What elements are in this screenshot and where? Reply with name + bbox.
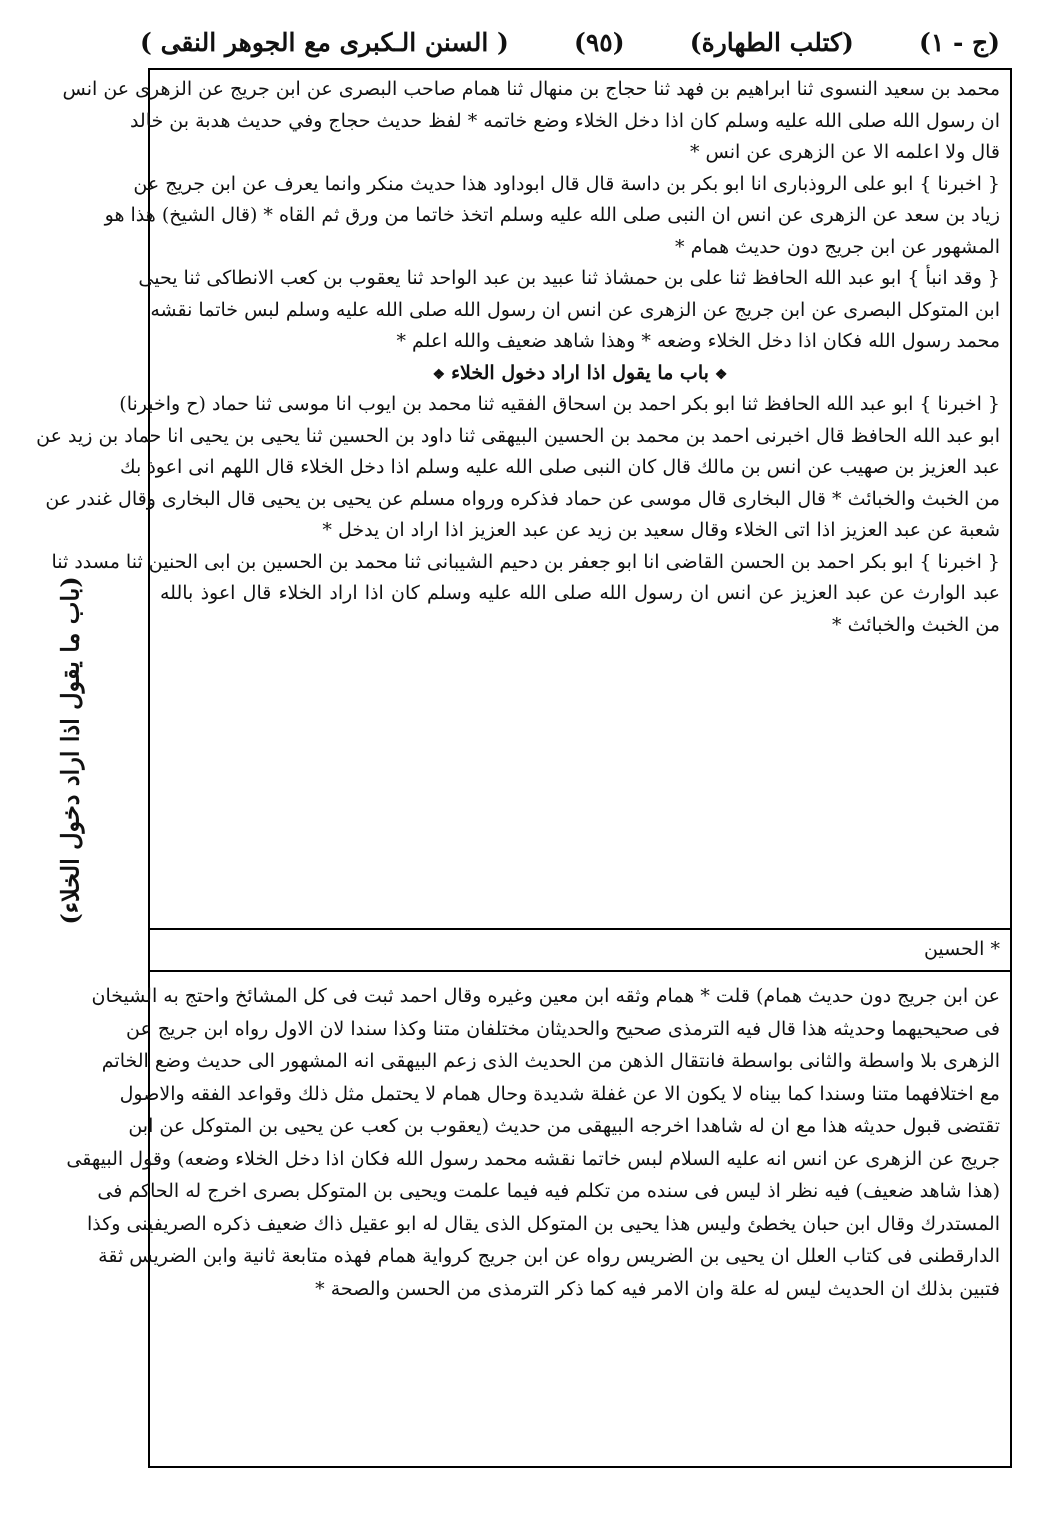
ornament-icon: ❖ bbox=[714, 366, 728, 383]
divider-rule bbox=[150, 928, 1010, 930]
volume-label: (ج - ١) bbox=[918, 27, 1000, 57]
text-line: { اخبرنا } ابو بكر احمد بن الحسن القاضى انا ابو جعفر بن دحيم الشيبانى ثنا محمد بن الحسين بن ابى الحنين ثنا مسدد ثنا bbox=[51, 550, 1000, 573]
page-header bbox=[140, 22, 1000, 62]
page-number: (٩٥) bbox=[574, 27, 625, 57]
text-line: محمد رسول الله فكان اذا دخل الخلاء وضعه * وهذا شاهد ضعيف والله اعلم * bbox=[396, 330, 1000, 352]
notes-divider-rule bbox=[150, 970, 1010, 972]
page-frame bbox=[36, 68, 1012, 1468]
note-line: تقتضى قبول حديثه هذا مع ان له شاهدا اخرجه البيهقى من حديث (يعقوب بن كعب عن يحيى بن المتوكل عن ابن bbox=[128, 1115, 1000, 1137]
footnote-ref: * الحسين bbox=[923, 938, 1000, 960]
text-line: قال ولا اعلمه الا عن الزهرى عن انس * bbox=[689, 141, 1000, 163]
margin-title-text: (باب ما يقول اذا اراد دخول الخلاء) bbox=[55, 575, 85, 925]
text-line: زياد بن سعد عن الزهرى عن انس ان النبى صلى الله عليه وسلم اتخذ خاتما من ورق ثم القاه * (قال الشيخ) هذا هو bbox=[104, 204, 1000, 226]
note-line: فتبين بذلك ان الحديث ليس له علة وان الامر فيه كما ذكر الترمذى من الحسن والصحة * bbox=[315, 1277, 1000, 1300]
section-title: (كتلب الطهارة) bbox=[689, 27, 854, 57]
text-line: { اخبرنا } ابو عبد الله الحافظ ثنا ابو بكر احمد بن اسحاق الفقيه ثنا محمد بن ايوب انا موسى ثنا حماد (ح واخبرنا) bbox=[119, 393, 1000, 415]
note-line: فى صحيحيهما وحديثه هذا قال فيه الترمذى صحيح والحديثان مختلفان متنا وكذا سندا لان الاول رواه ابن جريج عن bbox=[126, 1017, 1000, 1040]
note-line: (هذا شاهد ضعيف) فيه نظر اذ ليس فى سنده من تكلم فيه فيما علمت ويحيى بن المتوكل بصرى اخرج له الحاكم فى bbox=[97, 1180, 1000, 1202]
text-line: ابن المتوكل البصرى عن ابن جريج عن الزهرى عن انس ان رسول الله صلى الله عليه وسلم لبس خاتما نقشه bbox=[150, 298, 1000, 321]
text-line: عبد العزيز بن صهيب عن انس بن مالك قال كان النبى صلى الله عليه وسلم اذا دخل الخلاء قال اللهم انى اعوذ بك bbox=[119, 456, 1000, 478]
footnote-area bbox=[160, 934, 1000, 966]
note-line: المستدرك وقال ابن حبان يخطئ وليس هذا يحيى بن المتوكل الذى يقال له ابو عقيل ذاك ضعيف ذكره الصريفينى وكذا bbox=[86, 1212, 1000, 1235]
note-line: الزهرى بلا واسطة والثانى بواسطة فانتقال الذهن من الحديث الذى زعم البيهقى انه المشهور الى حديث وضع الخاتم bbox=[101, 1050, 1000, 1072]
main-text bbox=[36, 74, 1000, 641]
text-line: ابو عبد الله الحافظ قال اخبرنى احمد بن محمد بن الحسين البيهقى ثنا داود بن الحسين ثنا يحيى بن يحيى انا حماد بن زيد عن bbox=[36, 424, 1000, 447]
text-line: المشهور عن ابن جريج دون حديث همام * bbox=[675, 235, 1000, 258]
text-line: شعبة عن عبد العزيز اذا اتى الخلاء وقال سعيد بن زيد عن عبد العزيز اذا اراد ان يدخل * bbox=[322, 519, 1000, 541]
chapter-heading-text: باب ما يقول اذا اراد دخول الخلاء bbox=[451, 361, 709, 384]
note-line: مع اختلافهما متنا وسندا كما بيناه لا يكون الا عن غفلة شديدة وحال همام لا يحتمل مثل ذلك وقواعد الفقه والاصول bbox=[119, 1082, 1000, 1105]
text-line: ان رسول الله صلى الله عليه وسلم كان اذا دخل الخلاء وضع خاتمه * لفظ حديث حجاج وفي حديث هدبة بن خالد bbox=[129, 109, 1000, 132]
book-title: ( السنن الـكبرى مع الجوهر النقى ) bbox=[140, 27, 509, 57]
text-line: { اخبرنا } ابو على الروذبارى انا ابو بكر بن داسة قال قال ابوداود هذا حديث منكر وانما يعرف عن ابن جريج عن bbox=[133, 172, 1000, 195]
text-line: من الخبث والخبائث * bbox=[832, 613, 1000, 636]
ornament-icon: ❖ bbox=[432, 366, 446, 383]
chapter-heading bbox=[160, 358, 1000, 390]
margin-chapter-title bbox=[20, 450, 120, 1050]
commentary-notes bbox=[66, 980, 1000, 1305]
note-line: جريج عن الزهرى عن انس انه عليه السلام لبس خاتما نقشه محمد رسول الله فكان اذا دخل الخلاء وضعه) وقول البيهقى bbox=[66, 1147, 1000, 1170]
text-line: محمد بن سعيد النسوى ثنا ابراهيم بن فهد ثنا حجاج بن منهال ثنا همام صاحب البصرى عن ابن جريج عن الزهرى عن انس bbox=[62, 78, 1000, 100]
note-line: الدارقطنى فى كتاب العلل ان يحيى بن الضريس رواه عن ابن جريج كرواية همام فهذه متابعة ثانية وابن الضريس ثقة bbox=[98, 1245, 1000, 1267]
note-line: عن ابن جريج دون حديث همام) قلت * همام وثقه ابن معين وغيره وقال احمد ثبت فى كل المشائخ واحتج به الشيخان bbox=[91, 985, 1000, 1007]
text-line: عبد الوارث عن عبد العزيز عن انس ان رسول الله صلى الله عليه وسلم كان اذا اراد الخلاء قال اعوذ بالله bbox=[160, 582, 1000, 604]
text-line: من الخبث والخبائث * قال البخارى قال موسى عن حماد فذكره ورواه مسلم عن يحيى بن يحيى قال البخارى وقال غندر عن bbox=[45, 487, 1000, 510]
text-line: { وقد انبأ } ابو عبد الله الحافظ ثنا على بن حمشاذ ثنا عبيد بن عبد الواحد ثنا يعقوب بن كعب الانطاكى ثنا يحيى bbox=[138, 267, 1000, 289]
